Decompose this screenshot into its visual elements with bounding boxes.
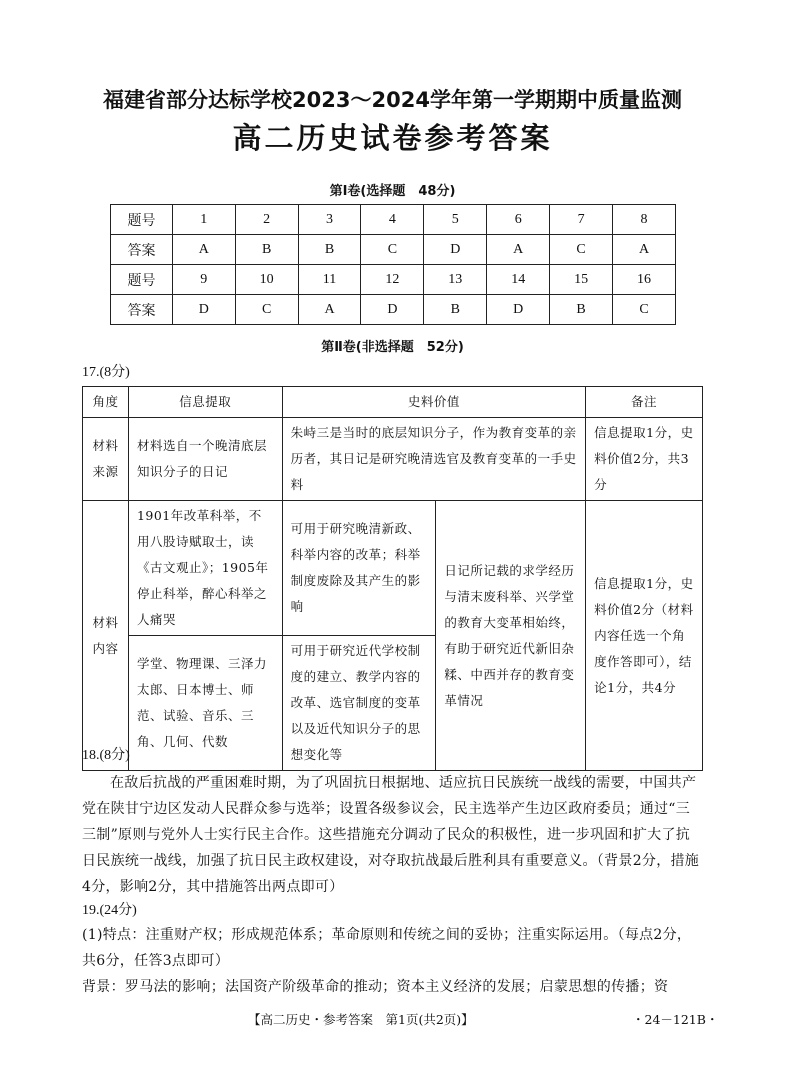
header-info: 信息提取 xyxy=(128,387,282,418)
value-source: 朱峙三是当时的底层知识分子，作为教育变革的亲历者，其日记是研究晚清选官及教育变革的一手史料 xyxy=(282,418,585,501)
q19-part1: (1)特点：注重财产权；形成规范体系；革命原则和传统之间的妥协；注重实际运用。（每点2分，共6分，任答3点即可） xyxy=(82,927,692,969)
info-source: 材料选自一个晚清底层知识分子的日记 xyxy=(128,418,282,501)
table-cell: 16 xyxy=(613,265,676,295)
q18-label: 18.(8分) xyxy=(82,748,130,763)
value-content-c: 日记所记载的求学经历与清末废科举、兴学堂的教育大变革相始终，有助于研究近代新旧杂糅、中西并存的教育变革情况 xyxy=(436,501,586,771)
part2-heading: 第Ⅱ卷(非选择题 52分) xyxy=(321,340,464,355)
table-cell: B xyxy=(424,295,487,325)
table-cell: C xyxy=(235,295,298,325)
table-cell: 10 xyxy=(235,265,298,295)
exam-title: 福建省部分达标学校2023～2024学年第一学期期中质量监测 xyxy=(103,88,682,112)
row-header-cell: 答案 xyxy=(111,235,173,265)
table-cell: 4 xyxy=(361,205,424,235)
part1-heading: 第Ⅰ卷(选择题 48分) xyxy=(329,184,456,199)
header-note: 备注 xyxy=(586,387,703,418)
value-content-a: 可用于研究晚清新政、科举内容的改革；科举制度废除及其产生的影响 xyxy=(282,501,436,636)
row-header-cell: 答案 xyxy=(111,295,173,325)
table-cell: D xyxy=(487,295,550,325)
table-cell: 14 xyxy=(487,265,550,295)
answer-key-title: 高二历史试卷参考答案 xyxy=(232,121,553,155)
table-cell: A xyxy=(487,235,550,265)
table-cell: B xyxy=(550,295,613,325)
table-cell: B xyxy=(298,235,361,265)
table-cell: 15 xyxy=(550,265,613,295)
footer-code: ・24－121B・ xyxy=(632,1012,719,1027)
angle-source: 材料来源 xyxy=(83,418,129,501)
table-cell: D xyxy=(424,235,487,265)
note-content: 信息提取1分，史料价值2分（材料内容任选一个角度作答即可），结论1分，共4分 xyxy=(586,501,703,771)
table-row xyxy=(83,418,703,501)
table-cell: D xyxy=(172,295,235,325)
table-cell: 11 xyxy=(298,265,361,295)
table-cell: B xyxy=(235,235,298,265)
table-cell: 12 xyxy=(361,265,424,295)
note-source: 信息提取1分，史料价值2分，共3分 xyxy=(586,418,703,501)
table-cell: C xyxy=(361,235,424,265)
footer-page-info: 【高二历史・参考答案 第1页(共2页)】 xyxy=(248,1012,474,1027)
table-cell: 7 xyxy=(550,205,613,235)
table-cell: 1 xyxy=(172,205,235,235)
table-cell: 6 xyxy=(487,205,550,235)
table-cell: D xyxy=(361,295,424,325)
table-cell: 13 xyxy=(424,265,487,295)
table-cell: 9 xyxy=(172,265,235,295)
q17-label: 17.(8分) xyxy=(82,365,130,380)
table-cell: 2 xyxy=(235,205,298,235)
table-cell: 8 xyxy=(613,205,676,235)
q19-background: 背景：罗马法的影响；法国资产阶级革命的推动；资本主义经济的发展；启蒙思想的传播；资 xyxy=(82,979,669,995)
table-cell: C xyxy=(550,235,613,265)
mc-answer-table xyxy=(110,204,676,325)
table-cell: A xyxy=(298,295,361,325)
table-cell: 5 xyxy=(424,205,487,235)
header-value: 史料价值 xyxy=(282,387,585,418)
table-cell: A xyxy=(172,235,235,265)
header-angle: 角度 xyxy=(83,387,129,418)
table-row xyxy=(111,265,676,295)
table-cell: A xyxy=(613,235,676,265)
value-content-b: 可用于研究近代学校制度的建立、教学内容的改革、选官制度的变革以及近代知识分子的思想变化等 xyxy=(282,636,436,771)
q18-answer: 在敌后抗战的严重困难时期，为了巩固抗日根据地、适应抗日民族统一战线的需要，中国共产党在陕甘宁边区发动人民群众参与选举；设置各级参议会，民主选举产生边区政府委员；通过“三三制”原则与党外人士实行民主合作。这些措施充分调动了民众的积极性，进一步巩固和扩大了抗日民族统一战线，加强了抗日民主政权建设，对夺取抗战最后胜利具有重要意义。（背景2分，措施4分，影响2分，其中措施答出两点即可） xyxy=(82,775,700,895)
table-cell: 3 xyxy=(298,205,361,235)
angle-content: 材料内容 xyxy=(83,501,129,771)
q17-table xyxy=(82,386,703,771)
table-row xyxy=(111,295,676,325)
row-header-cell: 题号 xyxy=(111,265,173,295)
table-row xyxy=(83,501,703,636)
table-row xyxy=(111,205,676,235)
q19-label: 19.(24分) xyxy=(82,903,137,918)
info-content-b: 学堂、物理课、三泽力太郎、日本博士、师范、试验、音乐、三角、几何、代数 xyxy=(128,636,282,771)
info-content-a: 1901年改革科举，不用八股诗赋取士，读《古文观止》；1905年停止科举，醉心科举之人痛哭 xyxy=(128,501,282,636)
table-header-row xyxy=(83,387,703,418)
row-header-cell: 题号 xyxy=(111,205,173,235)
table-row xyxy=(111,235,676,265)
table-cell: C xyxy=(613,295,676,325)
